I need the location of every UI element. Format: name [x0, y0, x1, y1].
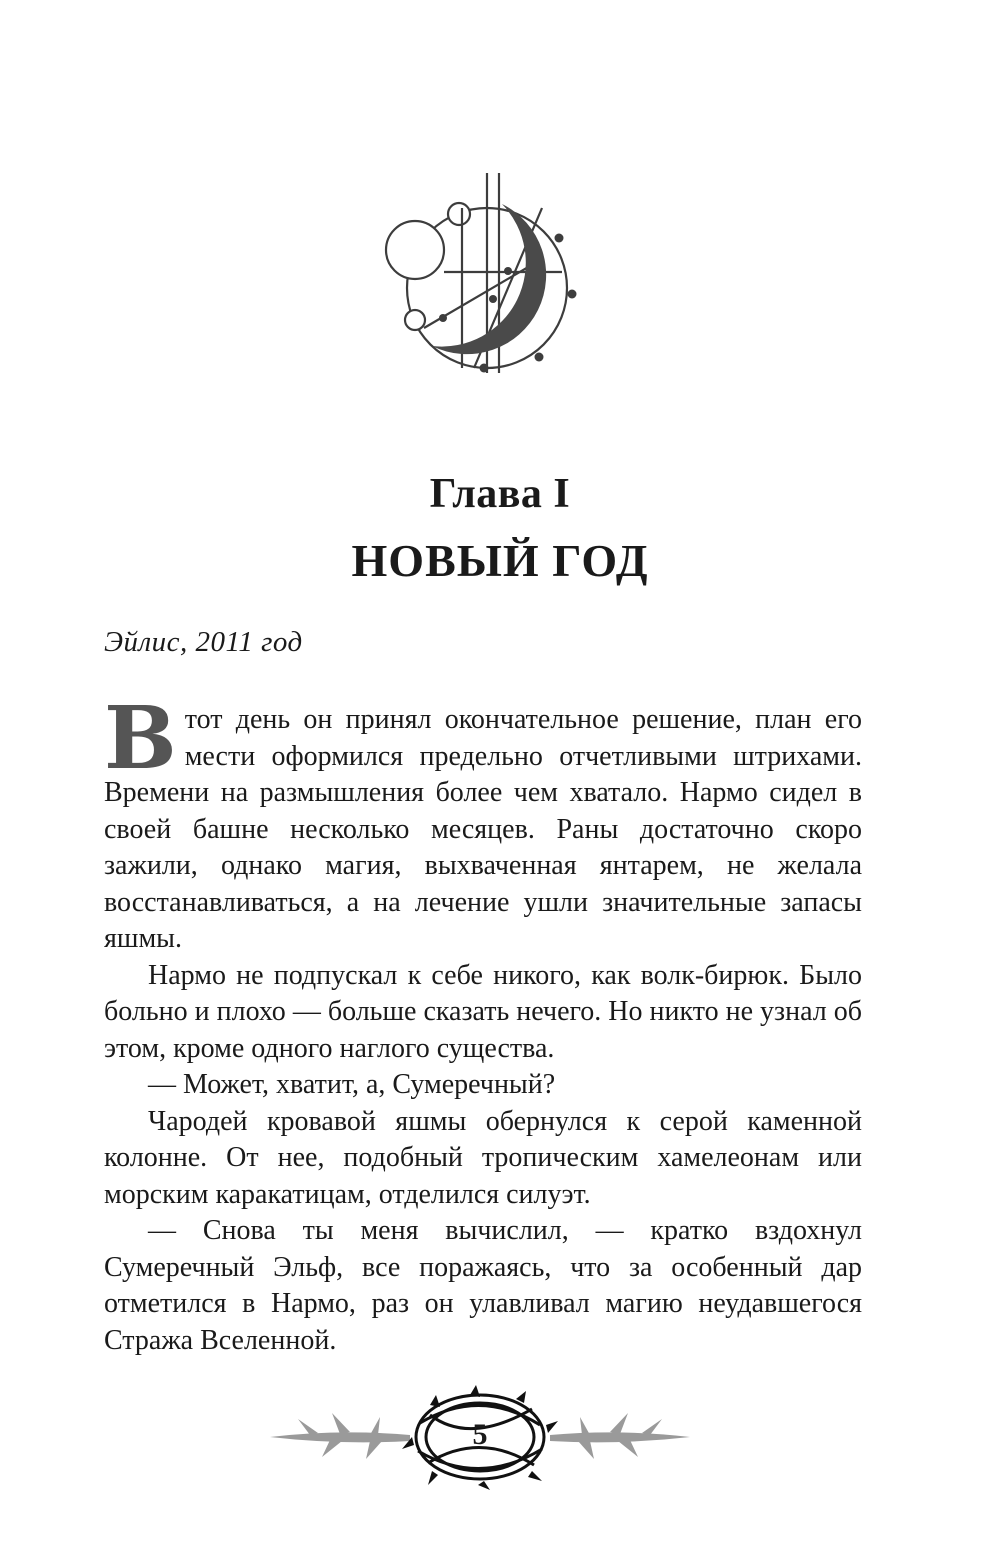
paragraph: Нармо не подпускал к себе никого, как волк-бирюк. Было больно и плохо — больше сказать нечего. Но никто не узнал об этом, кроме одного наглого существа. — [104, 959, 862, 1064]
paragraph-text: тот день он принял окончательное решение, план его мести оформился предельно отчетливыми штрихами. Времени на размышления более чем хватало. Нармо сидел в своей башне несколько месяцев. Раны достаточно скоро зажили, однако магия, выхваченная янтарем, не желала восстанавливаться, а на лечение ушли значительные запасы яшмы. — [104, 704, 862, 954]
dialogue-line: — Может, хватит, а, Сумеречный? — [148, 1069, 556, 1100]
dialogue-line: — Снова ты меня вычислил, — кратко вздохнул Сумеречный Эльф, все поражаясь, что за особенный дар отметился в Нармо, раз он улавливал магию неудавшегося Стража Вселенной. — [104, 1215, 862, 1356]
page-number: 5 — [472, 1418, 488, 1451]
drop-cap: В — [104, 688, 177, 789]
paragraph — [104, 688, 862, 958]
epigraph: Эйлис, 2011 год — [104, 626, 303, 658]
chapter-label: Глава I — [429, 471, 571, 517]
chapter-title: НОВЫЙ ГОД — [351, 535, 649, 586]
paragraph: Чародей кровавой яшмы обернулся к серой каменной колонне. От нее, подобный тропическим хамелеонам или морским каракатицам, отделился силуэт. — [104, 1105, 862, 1210]
chapter-body — [104, 688, 862, 1359]
crescent-moon-emblem-icon — [380, 168, 590, 383]
